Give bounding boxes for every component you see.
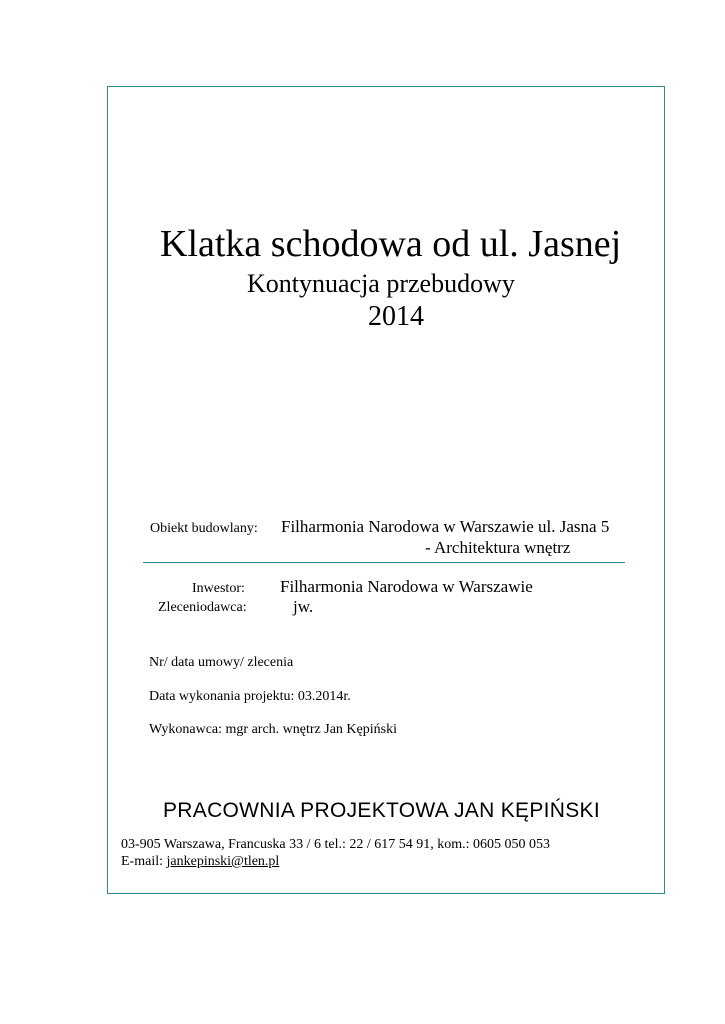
- section-divider: [143, 562, 625, 563]
- email-link[interactable]: jankepinski@tlen.pl: [166, 854, 280, 869]
- studio-name: PRACOWNIA PROJEKTOWA JAN KĘPIŃSKI: [163, 799, 600, 822]
- client-label: Zleceniodawca:: [158, 600, 247, 615]
- contractor: Wykonawca: mgr arch. wnętrz Jan Kępiński: [149, 722, 397, 737]
- building-value: Filharmonia Narodowa w Warszawie ul. Jasna 5: [281, 517, 610, 536]
- page-frame: [107, 86, 665, 894]
- building-scope: - Architektura wnętrz: [425, 538, 571, 557]
- document-subtitle: Kontynuacja przebudowy: [247, 269, 515, 298]
- building-label: Obiekt budowlany:: [150, 521, 258, 536]
- investor-value: Filharmonia Narodowa w Warszawie: [280, 577, 533, 596]
- studio-email-line: [121, 853, 279, 871]
- studio-address: 03-905 Warszawa, Francuska 33 / 6 tel.: 22 / 617 54 91, kom.: 0605 050 053: [121, 837, 551, 852]
- project-date: Data wykonania projektu: 03.2014r.: [149, 689, 351, 704]
- document-year: 2014: [368, 301, 424, 332]
- investor-label: Inwestor:: [192, 581, 245, 596]
- contract-number-label: Nr/ data umowy/ zlecenia: [149, 655, 294, 670]
- client-value: jw.: [293, 597, 314, 616]
- document-title: Klatka schodowa od ul. Jasnej: [160, 223, 622, 265]
- email-label: E-mail:: [121, 854, 163, 869]
